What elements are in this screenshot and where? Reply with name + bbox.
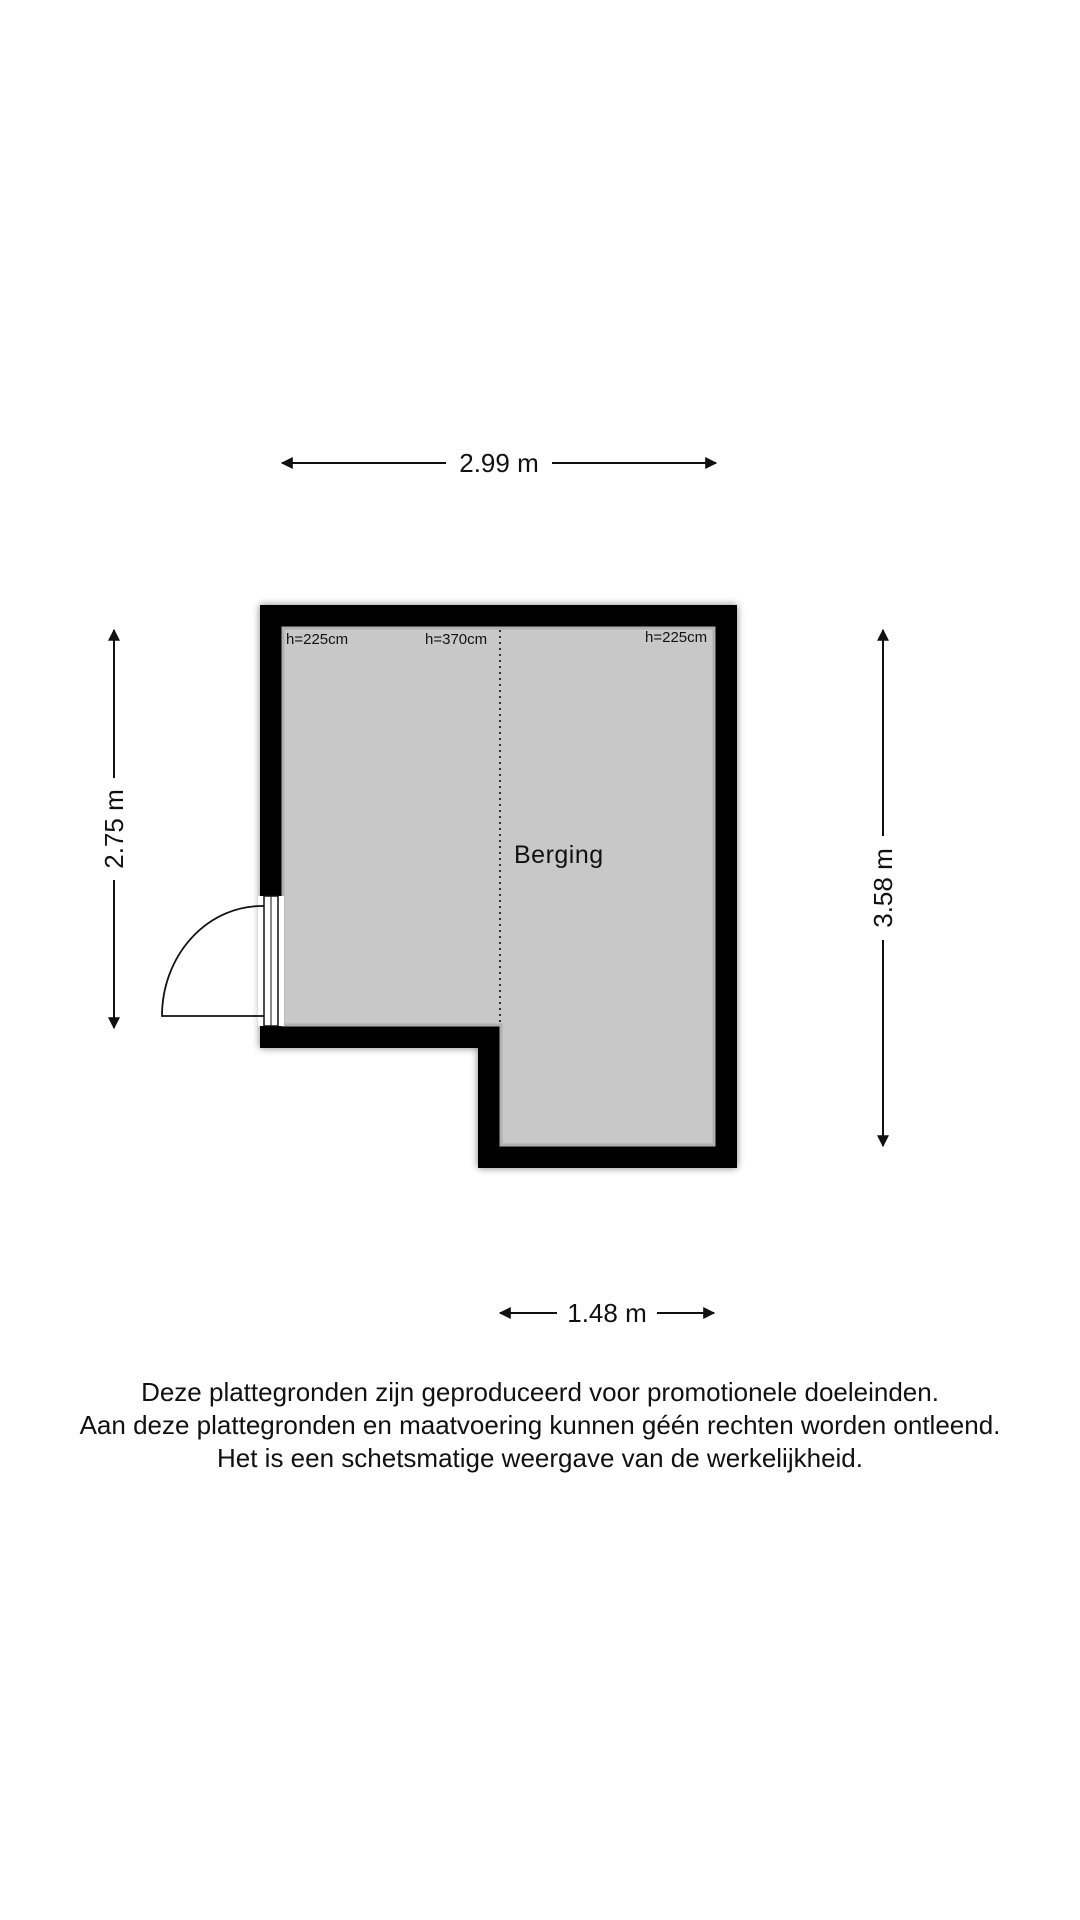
dimension-bottom-width-label: 1.48 m [567,1298,647,1328]
height-label-right: h=225cm [645,629,708,646]
disclaimer [0,1376,1080,1475]
room-name: Berging [514,841,604,869]
dimension-right-height [868,630,898,1146]
disclaimer-line-2: Aan deze plattegronden en maatvoering kunnen géén rechten worden ontleend. [79,1410,1001,1440]
dimension-top-width [282,448,716,478]
disclaimer-line-1: Deze plattegronden zijn geproduceerd voor promotionele doeleinden. [141,1377,939,1407]
dimension-top-width-label: 2.99 m [459,448,539,478]
disclaimer-line-3: Het is een schetsmatige weergave van de werkelijkheid. [216,1443,863,1473]
height-label-middle: h=370cm [425,631,488,648]
dimension-right-height-label: 3.58 m [868,848,898,928]
dimension-bottom-width [500,1298,714,1328]
door-swing-arc [162,906,264,1016]
dimension-left-height [99,630,129,1028]
dimension-left-height-label: 2.75 m [99,789,129,869]
door [162,896,284,1026]
height-label-left: h=225cm [286,631,349,648]
